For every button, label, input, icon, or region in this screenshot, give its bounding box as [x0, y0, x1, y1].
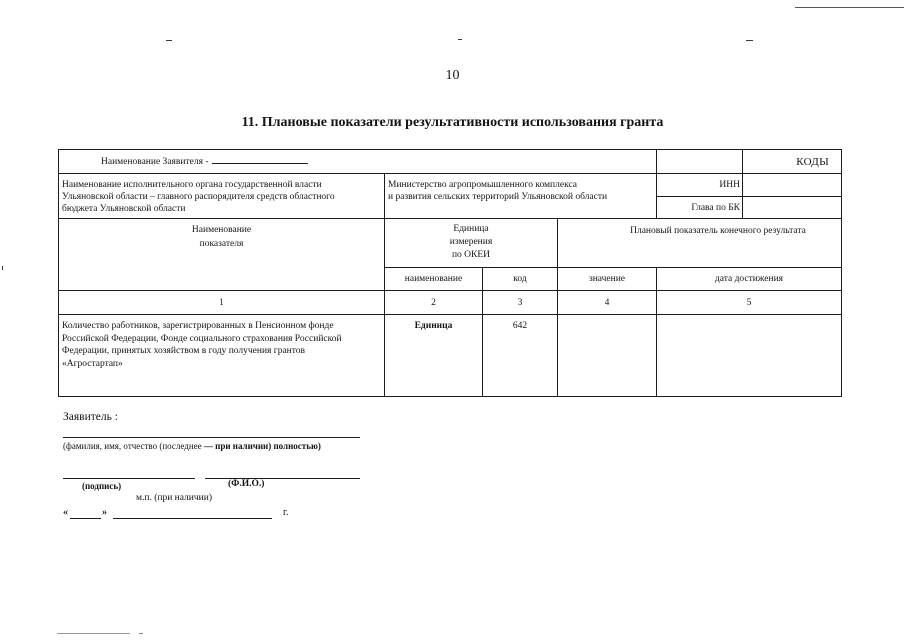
fio-hint	[63, 441, 321, 452]
unit-code: 642	[483, 315, 558, 397]
authority-label: Наименование исполнительного органа государственной власти Ульяновской области – главного распорядителя средств областного бюджета Ульяновской области	[59, 174, 385, 219]
column-number: 1	[59, 291, 385, 315]
applicant-name-label: Наименование Заявителя -	[101, 156, 209, 167]
scan-edge-line	[795, 7, 904, 8]
header-unit-code: код	[483, 268, 558, 291]
fio-short-hint: (Ф.И.О.)	[228, 479, 265, 489]
date-day-line	[70, 518, 101, 519]
column-number-row	[59, 291, 842, 315]
authority-value: Министерство агропромышленного комплекса и развития сельских территорий Ульяновской области	[385, 174, 657, 219]
scan-mark	[139, 633, 143, 634]
table-row	[59, 315, 842, 397]
table-header-row	[59, 219, 842, 268]
indicator-name: Количество работников, зарегистрированных в Пенсионном фонде Российской Федерации, Фонде социального страхования Российской Федерации, принятых хозяйством в году получения грантов «Агростартап»	[59, 315, 385, 397]
table-row	[59, 150, 842, 174]
column-number: 5	[657, 291, 842, 315]
date-open-quote: «	[63, 507, 68, 518]
budget-head-label: Глава по БК	[657, 197, 743, 219]
date-close-quote: »	[102, 507, 107, 518]
applicant-signature-label: Заявитель :	[63, 411, 118, 423]
column-number: 4	[558, 291, 657, 315]
scan-mark	[746, 40, 753, 41]
indicators-table	[58, 149, 842, 397]
header-planned-result: Плановый показатель конечного результата	[558, 219, 842, 268]
fio-line	[63, 437, 360, 438]
codes-spacer-cell	[657, 150, 743, 174]
page-number: 10	[445, 68, 460, 83]
column-number: 3	[483, 291, 558, 315]
scan-mark	[166, 40, 172, 41]
scan-mark	[2, 266, 3, 270]
inn-label: ИНН	[657, 174, 743, 197]
header-achievement-date: дата достижения	[657, 268, 842, 291]
header-value: значение	[558, 268, 657, 291]
achievement-date-cell	[657, 315, 842, 397]
applicant-name-cell	[59, 150, 657, 174]
table-row	[59, 174, 842, 197]
scan-edge-line	[57, 633, 130, 634]
date-month-line	[113, 518, 272, 519]
fio-hint-bold-text: — при наличии) полностью)	[203, 441, 321, 451]
signature-hint: (подпись)	[82, 481, 122, 491]
inn-value-cell	[743, 174, 842, 197]
column-number: 2	[385, 291, 483, 315]
scan-mark	[458, 39, 462, 40]
header-unit-name: наименование	[385, 268, 483, 291]
applicant-name-blank	[212, 163, 308, 164]
codes-header: КОДЫ	[743, 150, 842, 174]
unit-name: Единица	[385, 315, 483, 397]
signature-line	[63, 478, 195, 479]
fio-hint-text: (фамилия, имя, отчество (последнее	[63, 441, 204, 451]
stamp-hint: м.п. (при наличии)	[136, 493, 212, 503]
budget-head-value-cell	[743, 197, 842, 219]
indicator-value-cell	[558, 315, 657, 397]
header-indicator-name: Наименование показателя	[59, 219, 385, 291]
section-title: 11. Плановые показатели результативности использования гранта	[241, 115, 664, 130]
header-unit: Единица измерения по ОКЕИ	[385, 219, 558, 268]
year-suffix: г.	[283, 507, 289, 518]
